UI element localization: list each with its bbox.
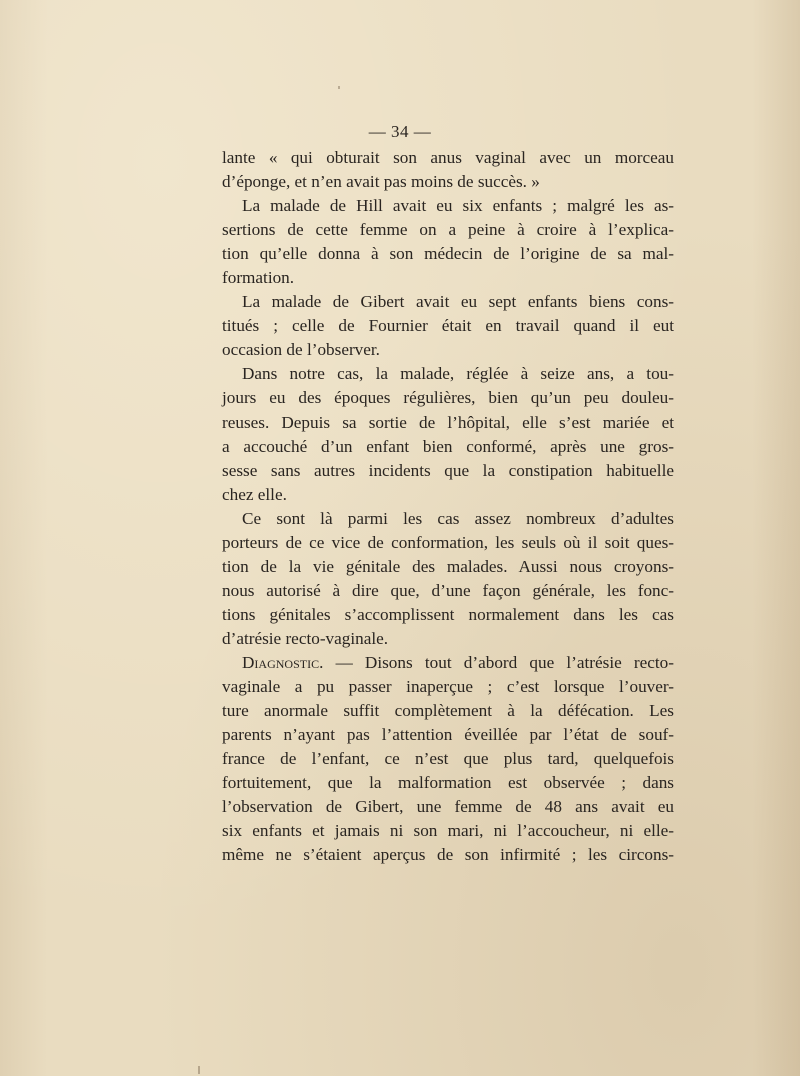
- text-line: tions génitales s’accomplissent normalement dans les cas: [222, 604, 674, 624]
- text-line: france de l’enfant, ce n’est que plus tard, quelquefois: [222, 749, 674, 769]
- paragraph-start: Dans notre cas, la malade, réglée à seize ans, a tou-: [242, 364, 674, 384]
- section-heading: Diagnostic.: [242, 652, 324, 672]
- paragraph-start: La malade de Gibert avait eu sept enfants biens cons-: [242, 292, 674, 312]
- paragraph-start: [222, 651, 674, 675]
- page-number: — 34 —: [368, 122, 432, 141]
- text-line: six enfants et jamais ni son mari, ni l’accoucheur, ni elle-: [222, 821, 674, 841]
- text-line: — Disons tout d’abord que l’atrésie recto-: [335, 652, 674, 672]
- text-line: tion qu’elle donna à son médecin de l’origine de sa mal-: [222, 244, 674, 264]
- text-line: tion de la vie génitale des malades. Aussi nous croyons-: [222, 556, 674, 576]
- text-line: reuses. Depuis sa sortie de l’hôpital, elle s’est mariée et: [222, 412, 674, 432]
- text-line: a accouché d’un enfant bien conformé, après une gros-: [222, 436, 674, 456]
- text-line: lante « qui obturait son anus vaginal avec un morceau: [222, 148, 674, 167]
- body-text: [222, 146, 674, 867]
- paragraph-start: La malade de Hill avait eu six enfants ; malgré les as-: [242, 196, 674, 216]
- text-line: formation.: [222, 268, 295, 288]
- text-line: sertions de cette femme on a peine à croire à l’explica-: [222, 220, 674, 240]
- paper-speck: [338, 86, 340, 89]
- text-line: ture anormale suffit complètement à la défécation. Les: [222, 701, 674, 721]
- text-line: chez elle.: [222, 484, 287, 504]
- text-line: titués ; celle de Fournier était en travail quand il eut: [222, 316, 674, 336]
- text-line: jours eu des époques régulières, bien qu’un peu douleu-: [222, 388, 674, 408]
- text-line: l’observation de Gibert, une femme de 48 ans avait eu: [222, 797, 674, 817]
- text-line: d’éponge, et n’en avait pas moins de succès. »: [222, 172, 540, 192]
- text-line: occasion de l’observer.: [222, 340, 380, 360]
- text-line: fortuitement, que la malformation est observée ; dans: [222, 773, 674, 793]
- text-line: porteurs de ce vice de conformation, les seuls où il soit ques-: [222, 532, 674, 552]
- paragraph-start: Ce sont là parmi les cas assez nombreux d’adultes: [242, 508, 674, 528]
- text-line: parents n’ayant pas l’attention éveillée par l’état de souf-: [222, 725, 674, 745]
- text-line: sesse sans autres incidents que la constipation habituelle: [222, 460, 674, 480]
- paper-speck: [198, 1066, 200, 1074]
- text-line: vaginale a pu passer inaperçue ; c’est lorsque l’ouver-: [222, 677, 674, 697]
- text-line: nous autorisé à dire que, d’une façon générale, les fonc-: [222, 580, 674, 600]
- text-line: d’atrésie recto-vaginale.: [222, 628, 389, 648]
- text-line: même ne s’étaient aperçus de son infirmité ; les circons-: [222, 845, 674, 865]
